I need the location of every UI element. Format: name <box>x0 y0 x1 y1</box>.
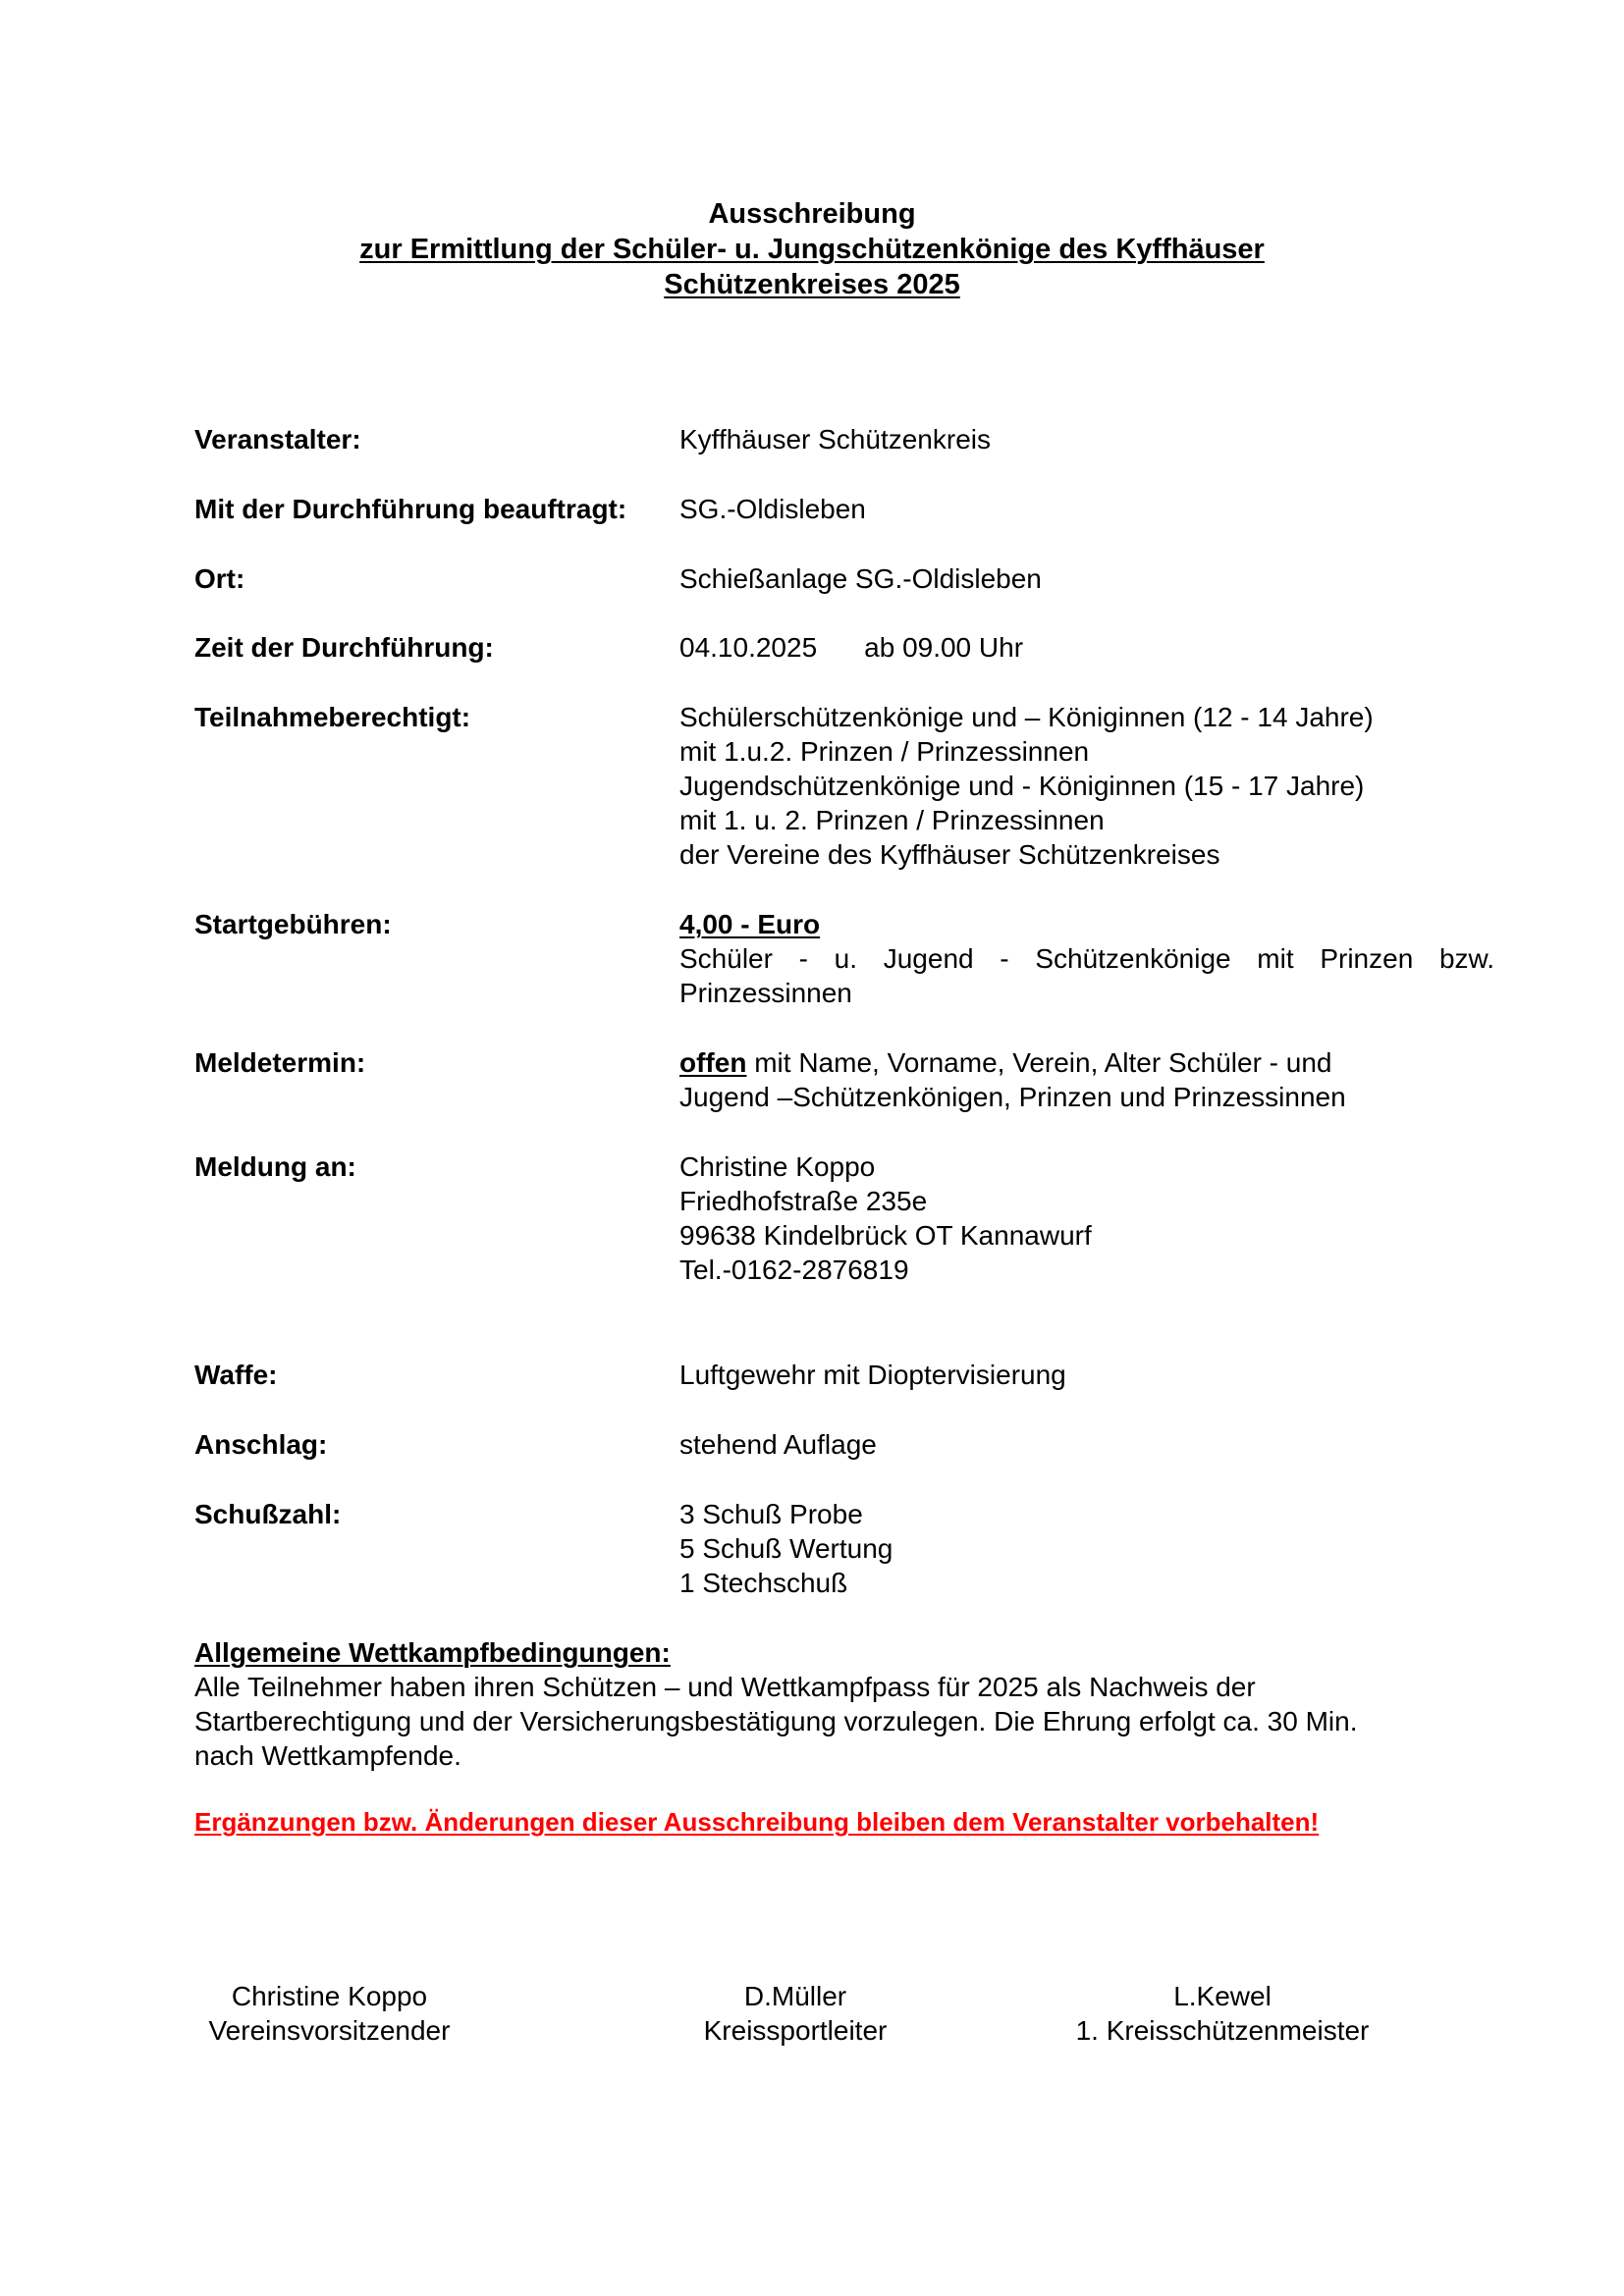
field-value <box>679 1497 1494 1600</box>
document-subtitle-line2: Schützenkreises 2025 <box>664 269 960 300</box>
conditions-section <box>194 1635 1510 1773</box>
fee-amount: 4,00 - Euro <box>679 909 821 939</box>
eligibility-line: mit 1.u.2. Prinzen / Prinzessinnen <box>679 736 1090 767</box>
field-label: Schußzahl: <box>194 1499 342 1529</box>
conditions-line: Alle Teilnehmer haben ihren Schützen – und Wettkampfpass für 2025 als Nachweis der <box>194 1672 1256 1702</box>
field-label: Startgebühren: <box>194 909 392 939</box>
field-label: Anschlag: <box>194 1429 328 1460</box>
document-subtitle-line1: zur Ermittlung der Schüler- u. Jungschützenkönige des Kyffhäuser <box>359 234 1265 265</box>
contact-street: Friedhofstraße 235e <box>679 1186 928 1216</box>
contact-address <box>679 1149 1494 1287</box>
shot-count-line: 3 Schuß Probe <box>679 1499 863 1529</box>
field-label: Meldung an: <box>194 1151 356 1182</box>
contact-city: 99638 Kindelbrück OT Kannawurf <box>679 1220 1092 1251</box>
eligibility-line: der Vereine des Kyffhäuser Schützenkreises <box>679 839 1220 870</box>
eligibility-line: Schülerschützenkönige und – Königinnen (12 - 14 Jahre) <box>679 702 1374 732</box>
shot-count-line: 5 Schuß Wertung <box>679 1533 893 1564</box>
eligibility-line: mit 1. u. 2. Prinzen / Prinzessinnen <box>679 805 1105 835</box>
field-value <box>679 1045 1494 1114</box>
document-title: Ausschreibung <box>708 198 916 230</box>
field-value: Kyffhäuser Schützenkreis <box>679 424 991 454</box>
deadline-status: offen <box>679 1047 747 1078</box>
conditions-heading: Allgemeine Wettkampfbedingungen: <box>194 1637 671 1668</box>
field-value: SG.-Oldisleben <box>679 494 866 524</box>
deadline-text: mit Name, Vorname, Verein, Alter Schüler - und <box>746 1047 1332 1078</box>
field-label: Waffe: <box>194 1360 278 1390</box>
conditions-line: nach Wettkampfende. <box>194 1740 461 1771</box>
conditions-line: Startberechtigung und der Versicherungsbestätigung vorzulegen. Die Ehrung erfolgt ca. 30 Min. <box>194 1706 1358 1736</box>
field-label: Zeit der Durchführung: <box>194 632 494 663</box>
field-label: Ort: <box>194 563 245 594</box>
contact-name: Christine Koppo <box>679 1151 876 1182</box>
field-value <box>679 630 1494 665</box>
signature-name: Christine Koppo <box>231 1981 428 2011</box>
shot-count-line: 1 Stechschuß <box>679 1568 848 1598</box>
signature-role: Kreissportleiter <box>703 2015 888 2046</box>
deadline-text-line2: Jugend –Schützenkönigen, Prinzen und Prinzessinnen <box>679 1082 1346 1112</box>
signature-role: 1. Kreisschützenmeister <box>1075 2015 1370 2046</box>
field-label: Teilnahmeberechtigt: <box>194 702 471 732</box>
contact-phone: Tel.-0162-2876819 <box>679 1255 909 1285</box>
field-value: Luftgewehr mit Dioptervisierung <box>679 1360 1066 1390</box>
event-date: 04.10.2025 <box>679 632 818 663</box>
field-label: Veranstalter: <box>194 424 361 454</box>
signature-vereinsvorsitzender <box>194 1979 464 2048</box>
signature-name: D.Müller <box>743 1981 847 2011</box>
signature-kreissportleiter <box>687 1979 903 2048</box>
field-value <box>679 700 1494 872</box>
signature-name: L.Kewel <box>1173 1981 1272 2011</box>
field-value: stehend Auflage <box>679 1429 877 1460</box>
field-label: Mit der Durchführung beauftragt: <box>194 494 627 524</box>
field-label: Meldetermin: <box>194 1047 366 1078</box>
eligibility-line: Jugendschützenkönige und - Königinnen (15 - 17 Jahre) <box>679 771 1365 801</box>
event-time: ab 09.00 Uhr <box>864 632 1024 663</box>
signature-role: Vereinsvorsitzender <box>208 2015 451 2046</box>
field-value: Schießanlage SG.-Oldisleben <box>679 563 1042 594</box>
fee-description: Schüler - u. Jugend - Schützenkönige mit Prinzen bzw. Prinzessinnen <box>679 943 1494 1008</box>
signature-kreisschuetzenmeister <box>1060 1979 1384 2048</box>
notice-text: Ergänzungen bzw. Änderungen dieser Ausschreibung bleiben dem Veranstalter vorbehalten! <box>194 1807 1320 1837</box>
field-value <box>679 907 1494 1010</box>
